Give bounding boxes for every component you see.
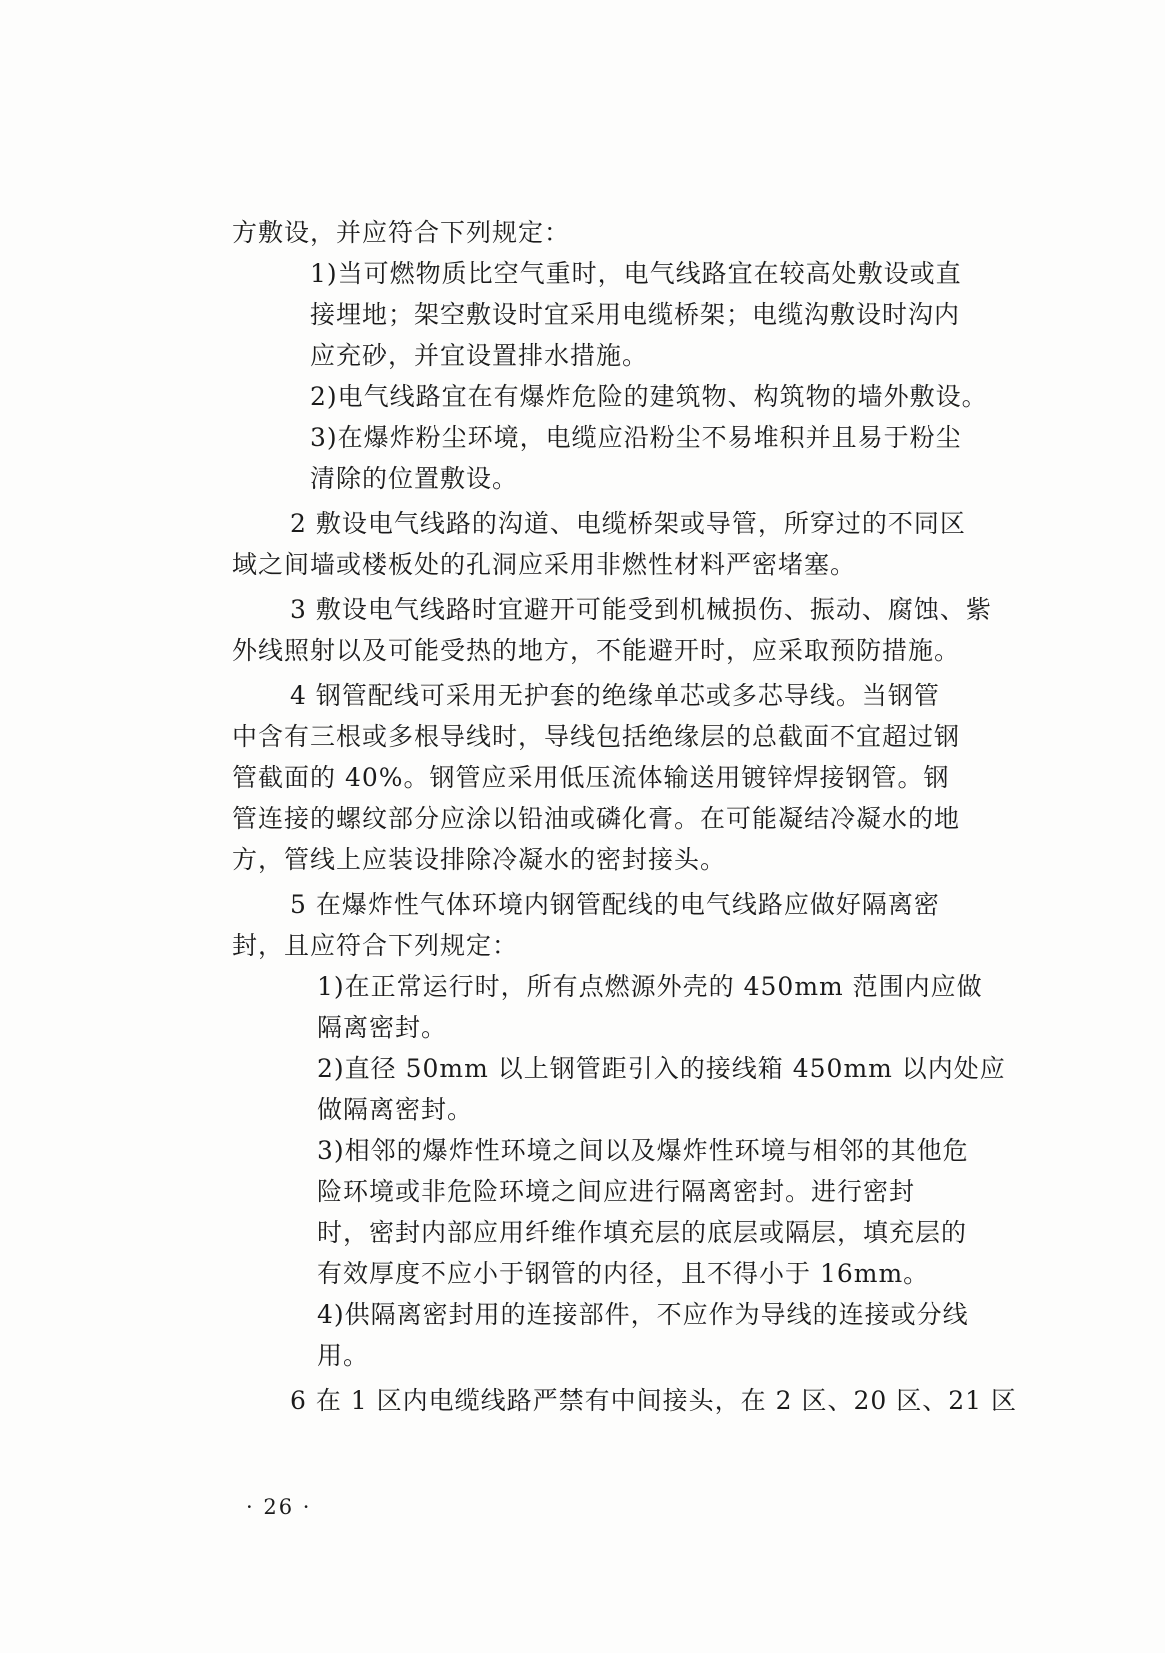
text-line: 2 敷设电气线路的沟道、电缆桥架或导管，所穿过的不同区 bbox=[290, 509, 966, 538]
text-line: 用。 bbox=[317, 1341, 370, 1370]
text-line: 域之间墙或楼板处的孔洞应采用非燃性材料严密堵塞。 bbox=[232, 550, 857, 579]
text-line: 中含有三根或多根导线时，导线包括绝缘层的总截面不宜超过钢 bbox=[232, 722, 961, 751]
text-line: 管连接的螺纹部分应涂以铅油或磷化膏。在可能凝结冷凝水的地 bbox=[232, 804, 961, 833]
text-line: 6 在 1 区内电缆线路严禁有中间接头，在 2 区、20 区、21 区 bbox=[290, 1386, 1017, 1415]
text-line: 外线照射以及可能受热的地方，不能避开时，应采取预防措施。 bbox=[232, 636, 961, 665]
text-line: 5 在爆炸性气体环境内钢管配线的电气线路应做好隔离密 bbox=[290, 890, 940, 919]
text-line: 有效厚度不应小于钢管的内径，且不得小于 16mm。 bbox=[317, 1259, 930, 1288]
text-line: 1)当可燃物质比空气重时，电气线路宜在较高处敷设或直 bbox=[310, 259, 962, 288]
text-line: 方敷设，并应符合下列规定： bbox=[232, 218, 571, 247]
text-line: 4 钢管配线可采用无护套的绝缘单芯或多芯导线。当钢管 bbox=[290, 681, 940, 710]
text-line: 隔离密封。 bbox=[317, 1013, 448, 1042]
text-line: 时，密封内部应用纤维作填充层的底层或隔层，填充层的 bbox=[317, 1218, 968, 1247]
text-line: 3)在爆炸粉尘环境，电缆应沿粉尘不易堆积并且易于粉尘 bbox=[310, 423, 962, 452]
text-line: 险环境或非危险环境之间应进行隔离密封。进行密封 bbox=[317, 1177, 916, 1206]
text-line: 2)电气线路宜在有爆炸危险的建筑物、构筑物的墙外敷设。 bbox=[310, 382, 988, 411]
text-line: 3)相邻的爆炸性环境之间以及爆炸性环境与相邻的其他危 bbox=[317, 1136, 969, 1165]
text-line: 管截面的 40%。钢管应采用低压流体输送用镀锌焊接钢管。钢 bbox=[232, 763, 950, 792]
text-line: 方，管线上应装设排除冷凝水的密封接头。 bbox=[232, 845, 727, 874]
text-line: 1)在正常运行时，所有点燃源外壳的 450mm 范围内应做 bbox=[317, 972, 983, 1001]
text-line: 4)供隔离密封用的连接部件，不应作为导线的连接或分线 bbox=[317, 1300, 969, 1329]
page-number: · 26 · bbox=[246, 1495, 312, 1519]
text-line: 做隔离密封。 bbox=[317, 1095, 474, 1124]
text-line: 接埋地；架空敷设时宜采用电缆桥架；电缆沟敷设时沟内 bbox=[310, 300, 961, 329]
text-line: 封，且应符合下列规定： bbox=[232, 931, 519, 960]
text-line: 应充砂，并宜设置排水措施。 bbox=[310, 341, 649, 370]
text-line: 清除的位置敷设。 bbox=[310, 464, 519, 493]
body-text bbox=[232, 212, 1052, 1421]
text-line: 3 敷设电气线路时宜避开可能受到机械损伤、振动、腐蚀、紫 bbox=[290, 595, 992, 624]
text-line: 2)直径 50mm 以上钢管距引入的接线箱 450mm 以内处应 bbox=[317, 1054, 1006, 1083]
